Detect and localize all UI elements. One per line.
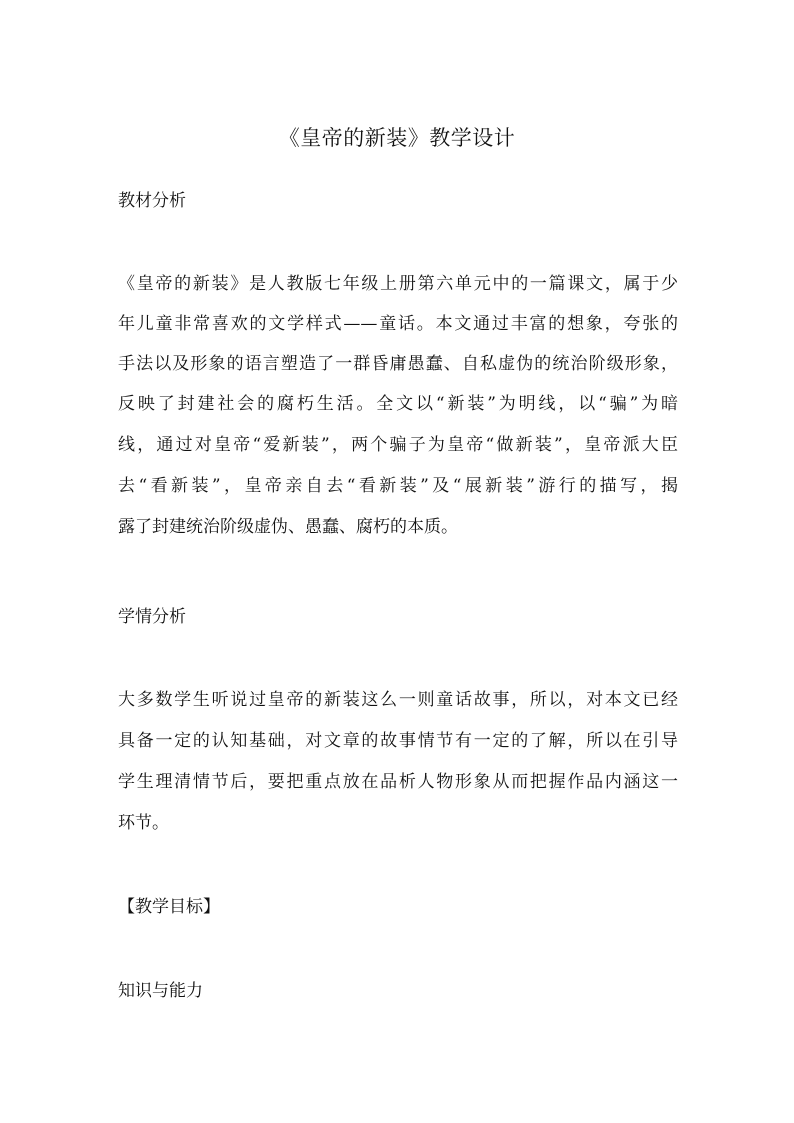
document-title: 《皇帝的新装》教学设计	[278, 126, 516, 150]
paragraph-line: 大多数学生听说过皇帝的新装这么一则童话故事，所以，对本文已经	[118, 690, 678, 710]
paragraph-line: 具备一定的认知基础，对文章的故事情节有一定的了解，所以在引导	[118, 731, 678, 751]
paragraph-line: 环节。	[118, 813, 169, 833]
heading-material-analysis: 教材分析	[118, 191, 186, 211]
heading-teaching-goals: 【教学目标】	[118, 897, 220, 917]
paragraph-line: 学生理清情节后，要把重点放在品析人物形象从而把握作品内涵这一	[118, 772, 678, 792]
paragraph-line: 露了封建统治阶级虚伪、愚蠢、腐朽的本质。	[118, 517, 458, 537]
paragraph-line: 反映了封建社会的腐朽生活。全文以“新装”为明线，以“骗”为暗	[118, 394, 678, 414]
heading-knowledge-ability: 知识与能力	[118, 981, 203, 1001]
paragraph-line: 年儿童非常喜欢的文学样式——童话。本文通过丰富的想象，夸张的	[118, 314, 678, 334]
paragraph-line: 《皇帝的新装》是人教版七年级上册第六单元中的一篇课文，属于少	[118, 274, 678, 294]
paragraph-line: 去“看新装”，皇帝亲自去“看新装”及“展新装”游行的描写，揭	[118, 476, 678, 496]
heading-student-analysis: 学情分析	[118, 607, 186, 627]
paragraph-line: 线，通过对皇帝“爱新装”，两个骗子为皇帝“做新装”，皇帝派大臣	[118, 435, 678, 455]
paragraph-line: 手法以及形象的语言塑造了一群昏庸愚蠢、自私虚伪的统治阶级形象，	[118, 354, 678, 374]
